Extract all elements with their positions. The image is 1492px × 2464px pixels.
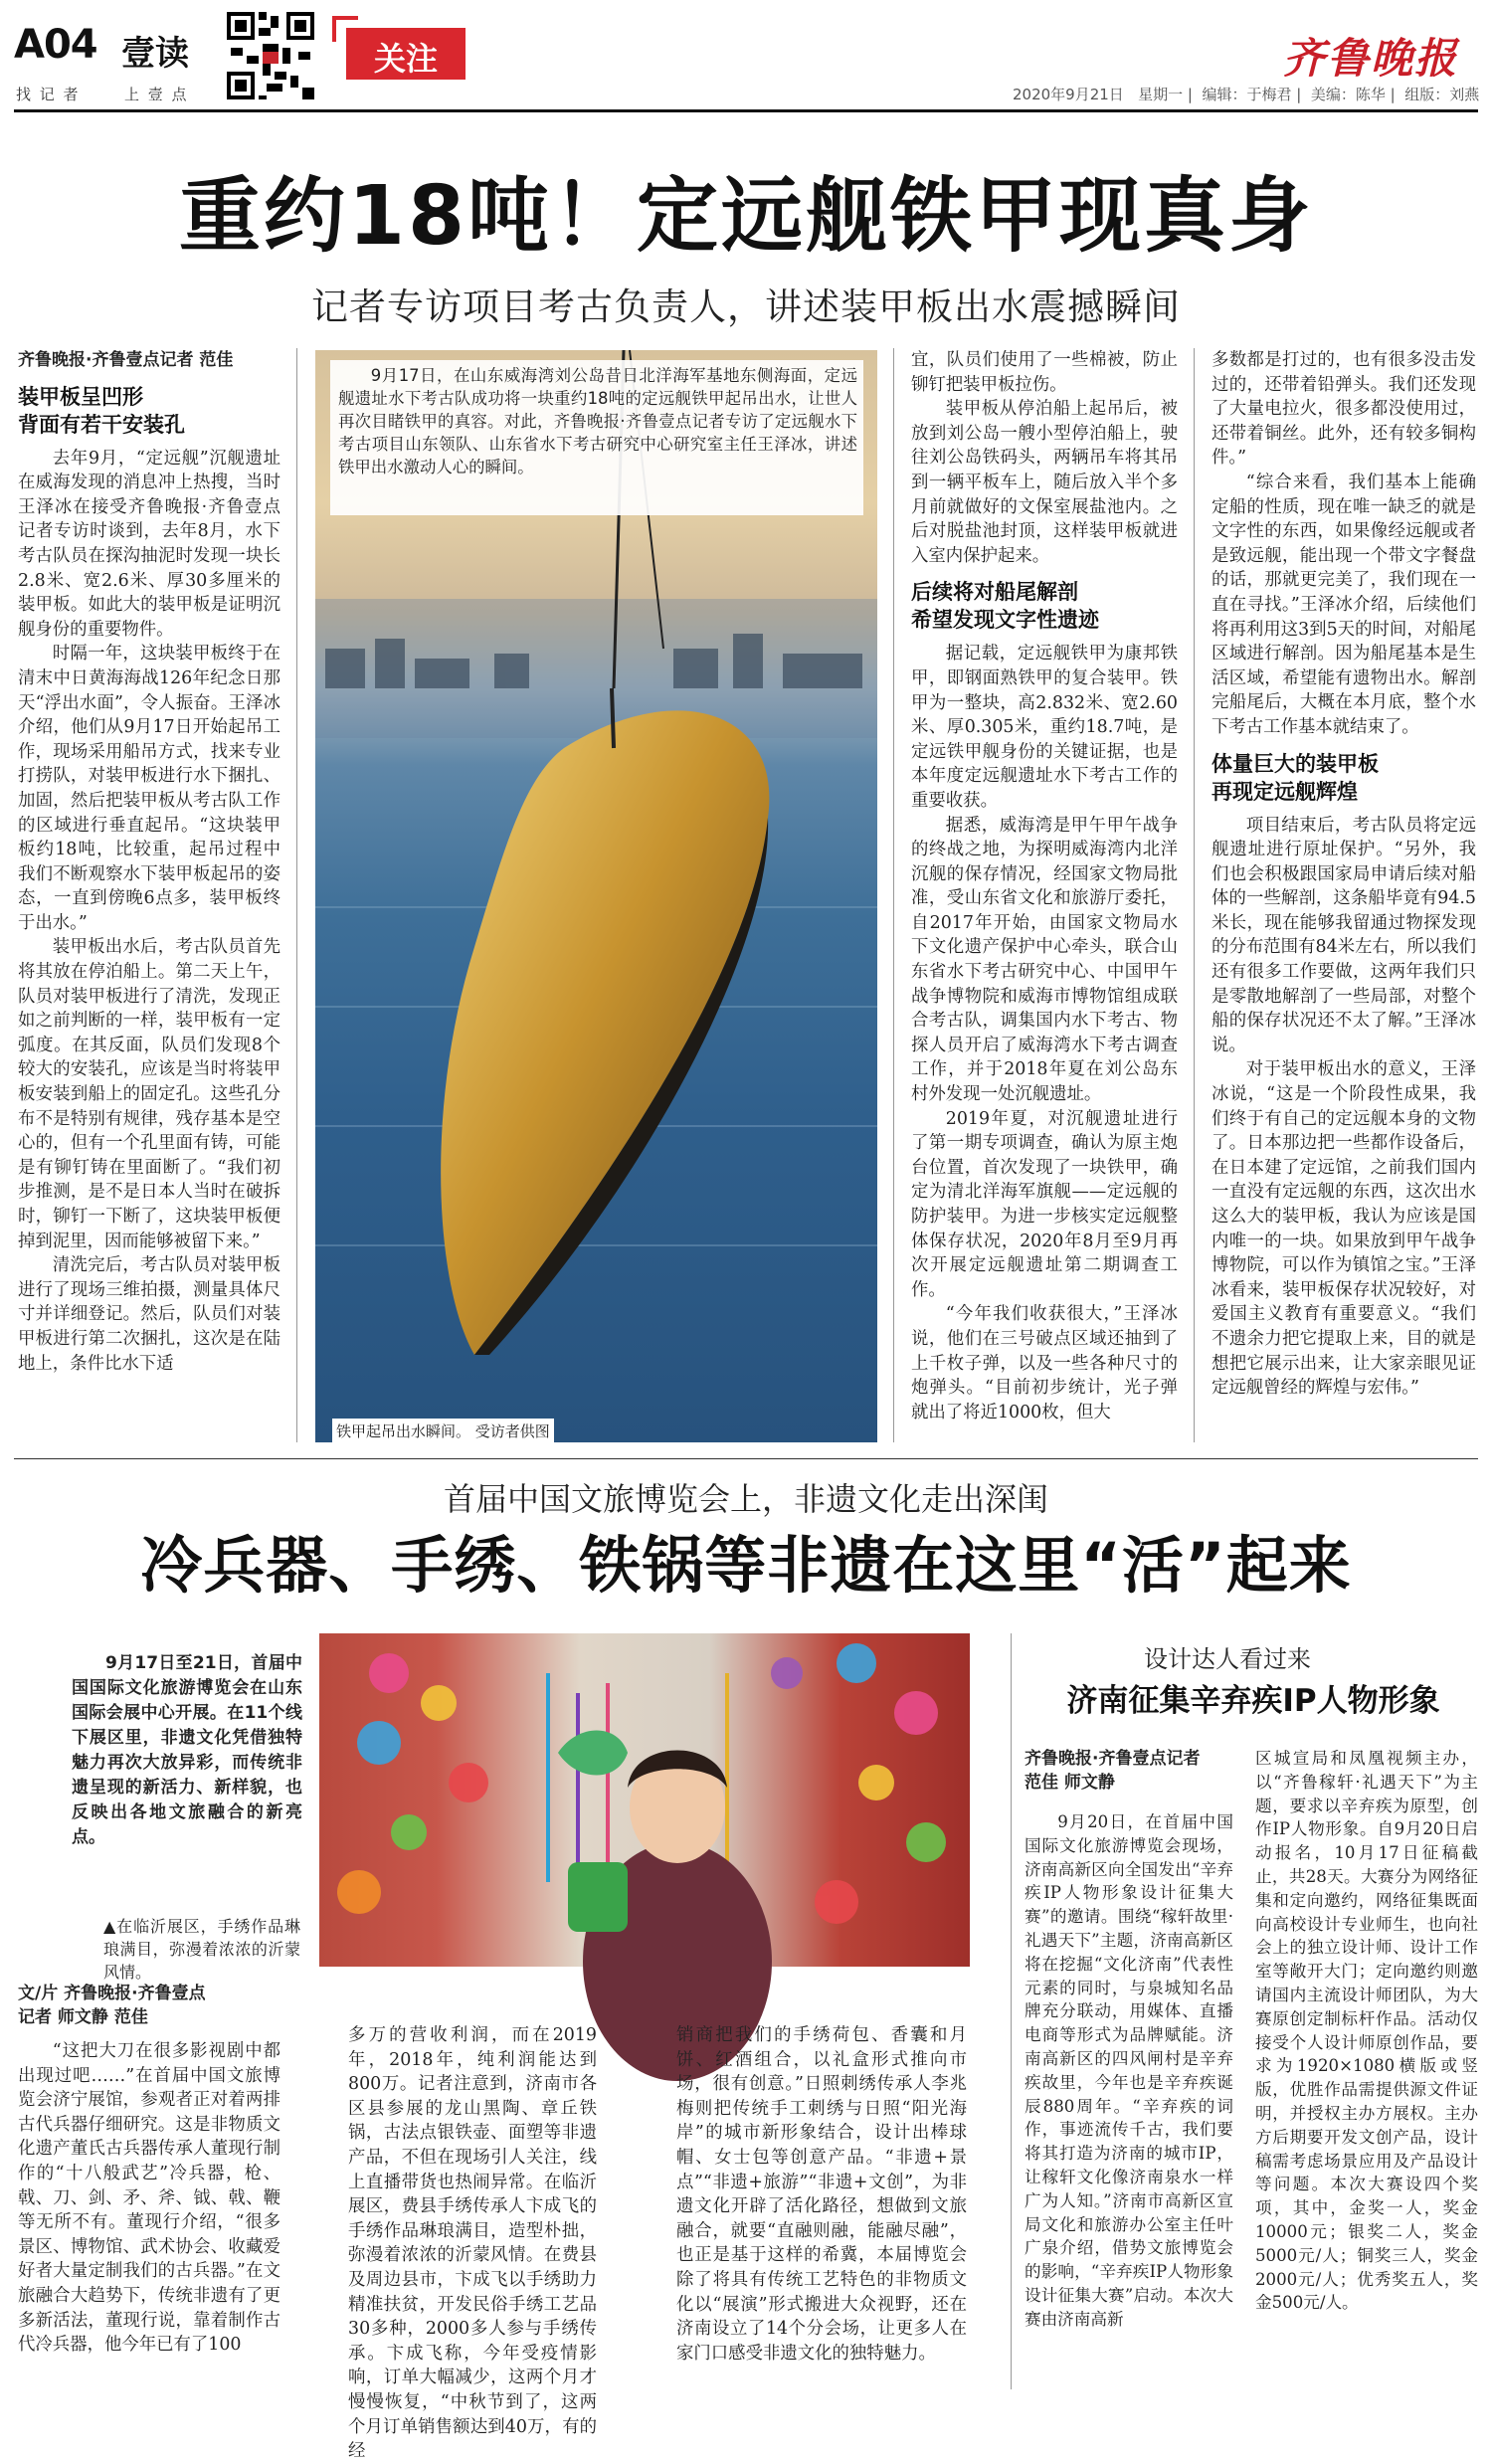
article1-column-3 [911,348,1178,1442]
article3-byline: 齐鲁晚报·齐鲁壹点记者 范佳 师文静 [1025,1749,1201,1793]
paragraph: 销商把我们的手绣荷包、香囊和月饼、红酒组合，以礼盒形式推向市场，很有创意。”日照刺绣传承人李兆梅则把传统手工刺绣与日照“阳光海岸”的城市新形象结合，设计出棒球帽、女士包等创意产品。“非遗+景点”“非遗+旅游”“非遗+文创”，为非遗文化开辟了活化路径，想做到文旅融合，就要“直融则融，能融尽融”，也正是基于这样的希冀，本届博览会除了将具有传统工艺特色的非物质文化以“展演”形式搬进大众视野，还在济南设立了14个分会场，让更多人在家门口感受非遗文化的独特魅力。 [676,2025,967,2364]
tagline-right: 上 壹 点 [124,86,189,103]
paragraph: 对于装甲板出水的意义，王泽冰说，“这是一个阶段性成果，我们终于有自己的定远舰本身的文物了。日本那边把一些都作设备后，在日本建了定远馆，之前我们国内一直没有定远舰的东西，这次出水这么大的装甲板，我认为应该是国内唯一的一块。如果放到甲午战争博物院，可以作为镇馆之宝。”王泽冰看来，装甲板保存状况较好，对爱国主义教育有重要意义。“我们不遗余力把它提取上来，目的就是想把它展示出来，让大家亲眼见证定远舰曾经的辉煌与宏伟。” [1212,1059,1476,1399]
article2-lead: 9月17日至21日，首届中国国际文化旅游博览会在山东国际会展中心开展。在11个线下展区里，非遗文化凭借独特魅力再次大放异彩，而传统非遗呈现的新活力、新样貌，也反映出各地文旅融合的新亮点。 [72,1653,302,1847]
paragraph: 区城宣局和凤凰视频主办，以“齐鲁稼轩·礼遇天下”为主题，要求以辛弃疾为原型，创作IP人物形象。自9月20日启动报名，10月17日征稿截止，共28天。大赛分为网络征集和定向邀约，网络征集既面向高校设计专业师生，也向社会上的独立设计师、设计工作室等敞开大门；定向邀约则邀请国内主流设计师团队，为大赛原创定制标杆作品。活动仅接受个人设计师原创作品，要求为1920×1080横版或竖版，优胜作品需提供源文件证明，并授权主办方展权。主办方后期要开发文创产品，设计稿需考虑场景应用及产品设计等问题。本次大赛设四个奖项，其中，金奖一人，奖金10000元；银奖二人，奖金5000元/人；铜奖三人，奖金2000元/人；优秀奖五人，奖金500元/人。 [1255,1749,1478,2313]
paragraph: 去年9月，“定远舰”沉舰遗址在威海发现的消息冲上热搜，当时王泽冰在接受齐鲁晚报·齐鲁壹点记者专访时谈到，去年8月，水下考古队员在探沟抽泥时发现一块长2.8米、宽2.6米、厚30多厘米的装甲板。如此大的装甲板是证明沉舰身份的重要物件。 [18,448,280,640]
article2-kicker: 首届中国文旅博览会上，非遗文化走出深闺 [443,1480,1048,1518]
column-divider [296,348,297,1442]
article3-title: 济南征集辛弃疾IP人物形象 [1066,1683,1440,1719]
header-weekday: 星期一 [1138,86,1184,103]
article1-byline: 齐鲁晚报·齐鲁壹点记者 范佳 [18,350,234,370]
column-divider [893,348,894,1442]
article1-column-1 [18,348,280,1442]
article1-col3-heading: 后续将对船尾解剖 希望发现文字性遗迹 [911,580,1099,633]
paragraph: 装甲板出水后，考古队员首先将其放在停泊船上。第二天上午，队员对装甲板进行了清洗，发现正如之前判断的一样，装甲板有一定弧度。在其反面，队员们发现8个较大的安装孔，应该是当时将装甲板安装到船上的固定孔。这些孔分布不是特别有规律，残存基本是空心的，但有一个孔里面有铸，可能是有铆钉铸在里面断了。“我们初步推测，是不是日本人当时在破拆时，铆钉一下断了，这块装甲板便掉到泥里，因而能够被留下来。” [18,937,280,1251]
paragraph: 清洗完后，考古队员对装甲板进行了现场三维拍摄，测量具体尺寸并详细登记。然后，队员们对装甲板进行第二次捆扎，这次是在陆地上，条件比水下适 [18,1255,280,1374]
header-art-editor: 美编：陈华 [1310,86,1386,103]
paragraph: 多万的营收利润，而在2019年，2018年，纯利润能达到800万。记者注意到，济南市各区县参展的龙山黑陶、章丘铁锅，古法点银铁壶、面塑等非遗产品，不但在现场引人关注，线上直播带货也热闹异常。在临沂展区，费县手绣传承人卞成飞的手绣作品琳琅满目，造型朴拙，弥漫着浓浓的沂蒙风情。在费县及周边县市，卞成飞以手绣助力精准扶贫，开发民俗手绣工艺品30多种，2000多人参与手绣传承。卞成飞称，今年受疫情影响，订单大幅减少，这两个月才慢慢恢复，“中秋节到了，这两个月订单销售额达到40万，有的经 [348,2025,597,2462]
paragraph: 据悉，威海湾是甲午甲午战争的终战之地，为探明威海湾内北洋沉舰的保存情况，经国家文物局批准，受山东省文化和旅游厅委托，自2017年开始，由国家文物局水下文化遗产保护中心牵头，联合山东省水下考古研究中心、中国甲午战争博物院和威海市博物馆组成联合考古队，调集国内水下考古、物探人员开启了威海湾水下考古调查工作，并于2018年夏在刘公岛东村外发现一处沉舰遗址。 [911,815,1178,1105]
masthead-logo: 齐鲁晚报 [1283,34,1459,83]
embroidery-photo [319,1633,970,1967]
paragraph: 据记载，定远舰铁甲为康邦铁甲，即钢面熟铁甲的复合装甲。铁甲为一整块，高2.832米、宽2.60米、厚0.305米，重约18.7吨，是定远铁甲舰身份的关键证据，也是本年度定远舰遗址水下考古工作的重要收获。 [911,644,1178,811]
article2-column-2 [348,2023,597,2462]
article1-column-4 [1212,348,1476,1442]
header-rule [14,109,1478,112]
article1-subtitle: 记者专访项目考古负责人，讲述装甲板出水震撼瞬间 [311,285,1181,328]
article1-col4-heading: 体量巨大的装甲板 再现定远舰辉煌 [1212,751,1379,804]
article2-photo-caption: ▲在临沂展区，手绣作品琳琅满目，弥漫着浓浓的沂蒙风情。 [103,1917,300,1982]
paragraph: 项目结束后，考古队员将定远舰遗址进行原址保护。“另外，我们也会积极跟国家局申请后续对船体的一些解剖，这条船毕竟有94.5米长，现在能够我留通过物探发现的分布范围有84米左右，所以我们还有很多工作要做，这两年我们只是零散地解剖了一些局部，对整个船的保存状况还不太了解。”王泽冰说。 [1212,815,1476,1055]
paragraph: 时隔一年，这块装甲板终于在清末中日黄海海战126年纪念日那天“浮出水面”，令人振奋。王泽冰介绍，他们从9月17日开始起吊工作，现场采用船吊方式，找来专业打捞队，对装甲板进行水下捆扎、加固，然后把装甲板从考古队工作的区域进行垂直起吊。“这块装甲板约18吨，比较重，起吊过程中我们不断观察水下装甲板起吊的姿态，一直到傍晚6点多，装甲板终于出水。” [18,644,280,933]
paragraph: “这把大刀在很多影视剧中都出现过吧……”在首届中国文旅博览会济宁展馆，参观者正对着两排古代兵器仔细研究。这是非物质文化遗产董氏古兵器传承人董现行制作的“十八般武艺”冷兵器，枪、戟、刀、剑、矛、斧、钺、戟、鞭等无所不有。董现行介绍，“很多景区、博物馆、武术协会、收藏爱好者大量定制我们的古兵器。”在文旅融合大趋势下，传统非遗有了更多新活法，董现行说，靠着制作古代冷兵器，他今年已有了100 [18,2041,280,2356]
article1-col1-heading: 装甲板呈凹形 背面有若干安装孔 [18,384,185,437]
header-date: 2020年9月21日 [1013,86,1124,103]
article1-photo-caption: 9月17日，在山东威海湾刘公岛昔日北洋海军基地东侧海面，定远舰遗址水下考古队成功将一块重约18吨的定远舰铁甲起吊出水，让世人再次目睹铁甲的真容。对此，齐鲁晚报·齐鲁壹点记者专访了定远舰水下考古项目山东领队、山东省水下考古研究中心研究室主任王泽冰，讲述铁甲出水激动人心的瞬间。 [338,366,857,476]
column-divider [1194,348,1195,1442]
article1-photo-credit: 铁甲起吊出水瞬间。 受访者供图 [332,1419,554,1443]
article2-column-1 [18,2039,280,2389]
paragraph: 多数都是打过的，也有很多没击发过的，还带着铅弹头。我们还发现了大量电拉火，很多都没使用过，还带着铜丝。此外，还有较多铜构件。” [1212,350,1476,469]
article3-column-1 [1025,1810,1233,2389]
section-tab-label: 关注 [373,40,438,78]
article2-column-3 [676,2023,967,2389]
article2-byline: 文/片 齐鲁晚报·齐鲁壹点 记者 师文静 范佳 [18,1984,206,2027]
article3-kicker: 设计达人看过来 [1144,1645,1311,1673]
paragraph: “综合来看，我们基本上能确定船的性质，现在唯一缺乏的就是文字性的东西，如果像经远舰或者是致远舰，能出现一个带文字餐盘的话，那就更完美了，我们现在一直在寻找。”王泽冰介绍，后续他们将再利用这3到5天的时间，对船尾区域进行解剖。因为船尾基本是生活区域，希望能有遗物出水。解剖完船尾后，大概在本月底，整个水下考古工作基本就结束了。 [1212,472,1476,737]
paragraph: 宜，队员们使用了一些棉被，防止铆钉把装甲板拉伤。 [911,350,1178,395]
article3-column-2 [1255,1747,1478,2389]
qr-code-icon [223,8,318,103]
article2-title: 冷兵器、手绣、铁锅等非遗在这里“活”起来 [140,1529,1352,1602]
paragraph: “今年我们收获很大，”王泽冰说，他们在三号破点区域还抽到了上千枚子弹，以及一些各种尺寸的炮弹头。“目前初步统计，光子弹就出了将近1000枚，但大 [911,1304,1178,1422]
header-editor: 编辑：于梅君 [1202,86,1292,103]
page-number: A04 [14,22,97,68]
column-divider [1011,1633,1012,2389]
paragraph: 2019年夏，对沉舰遗址进行了第一期专项调查，确认为原主炮台位置，首次发现了一块铁甲，确定为清北洋海军旗舰——定远舰的防护装甲。为进一步核实定远舰整体保存状况，2020年8月至9月再次开展定远舰遗址第二期调查工作。 [911,1108,1178,1300]
section-divider [14,1458,1478,1459]
paragraph: 装甲板从停泊船上起吊后，被放到刘公岛一艘小型停泊船上，驶往刘公岛铁码头，两辆吊车将其吊到一辆平板车上，随后放入半个多月前就做好的文保室展盐池内。之后对脱盐池封顶，这样装甲板就进入室内保护起来。 [911,399,1178,566]
header-info-line: 2020年9月21日 星期一 | 编辑：于梅君 | 美编：陈华 | 组版：刘燕 [1013,86,1480,103]
paragraph: 9月20日，在首届中国国际文化旅游博览会现场，济南高新区向全国发出“辛弃疾IP人物形象设计征集大赛”的邀请。围绕“稼轩故里·礼遇天下”主题，济南高新区将在挖掘“文化济南”代表性元素的同时，与泉城知名品牌充分联动，用媒体、直播电商等形式为品牌赋能。济南高新区的四风闸村是辛弃疾故里，今年也是辛弃疾诞辰880周年。“辛弃疾的词作，事迹流传千古，我们要将其打造为济南的城市IP，让稼轩文化像济南泉水一样广为人知。”济南市高新区宣局文化和旅游办公室主任叶广泉介绍，借势文旅博览会的影响，“辛弃疾IP人物形象设计征集大赛”启动。本次大赛由济南高新 [1025,1812,1233,2329]
tagline-left: 找 记 者 [16,86,81,103]
section-name: 壹读 [121,34,189,74]
article1-title: 重约18吨！定远舰铁甲现真身 [178,169,1314,264]
header-proof: 组版：刘燕 [1404,86,1480,103]
